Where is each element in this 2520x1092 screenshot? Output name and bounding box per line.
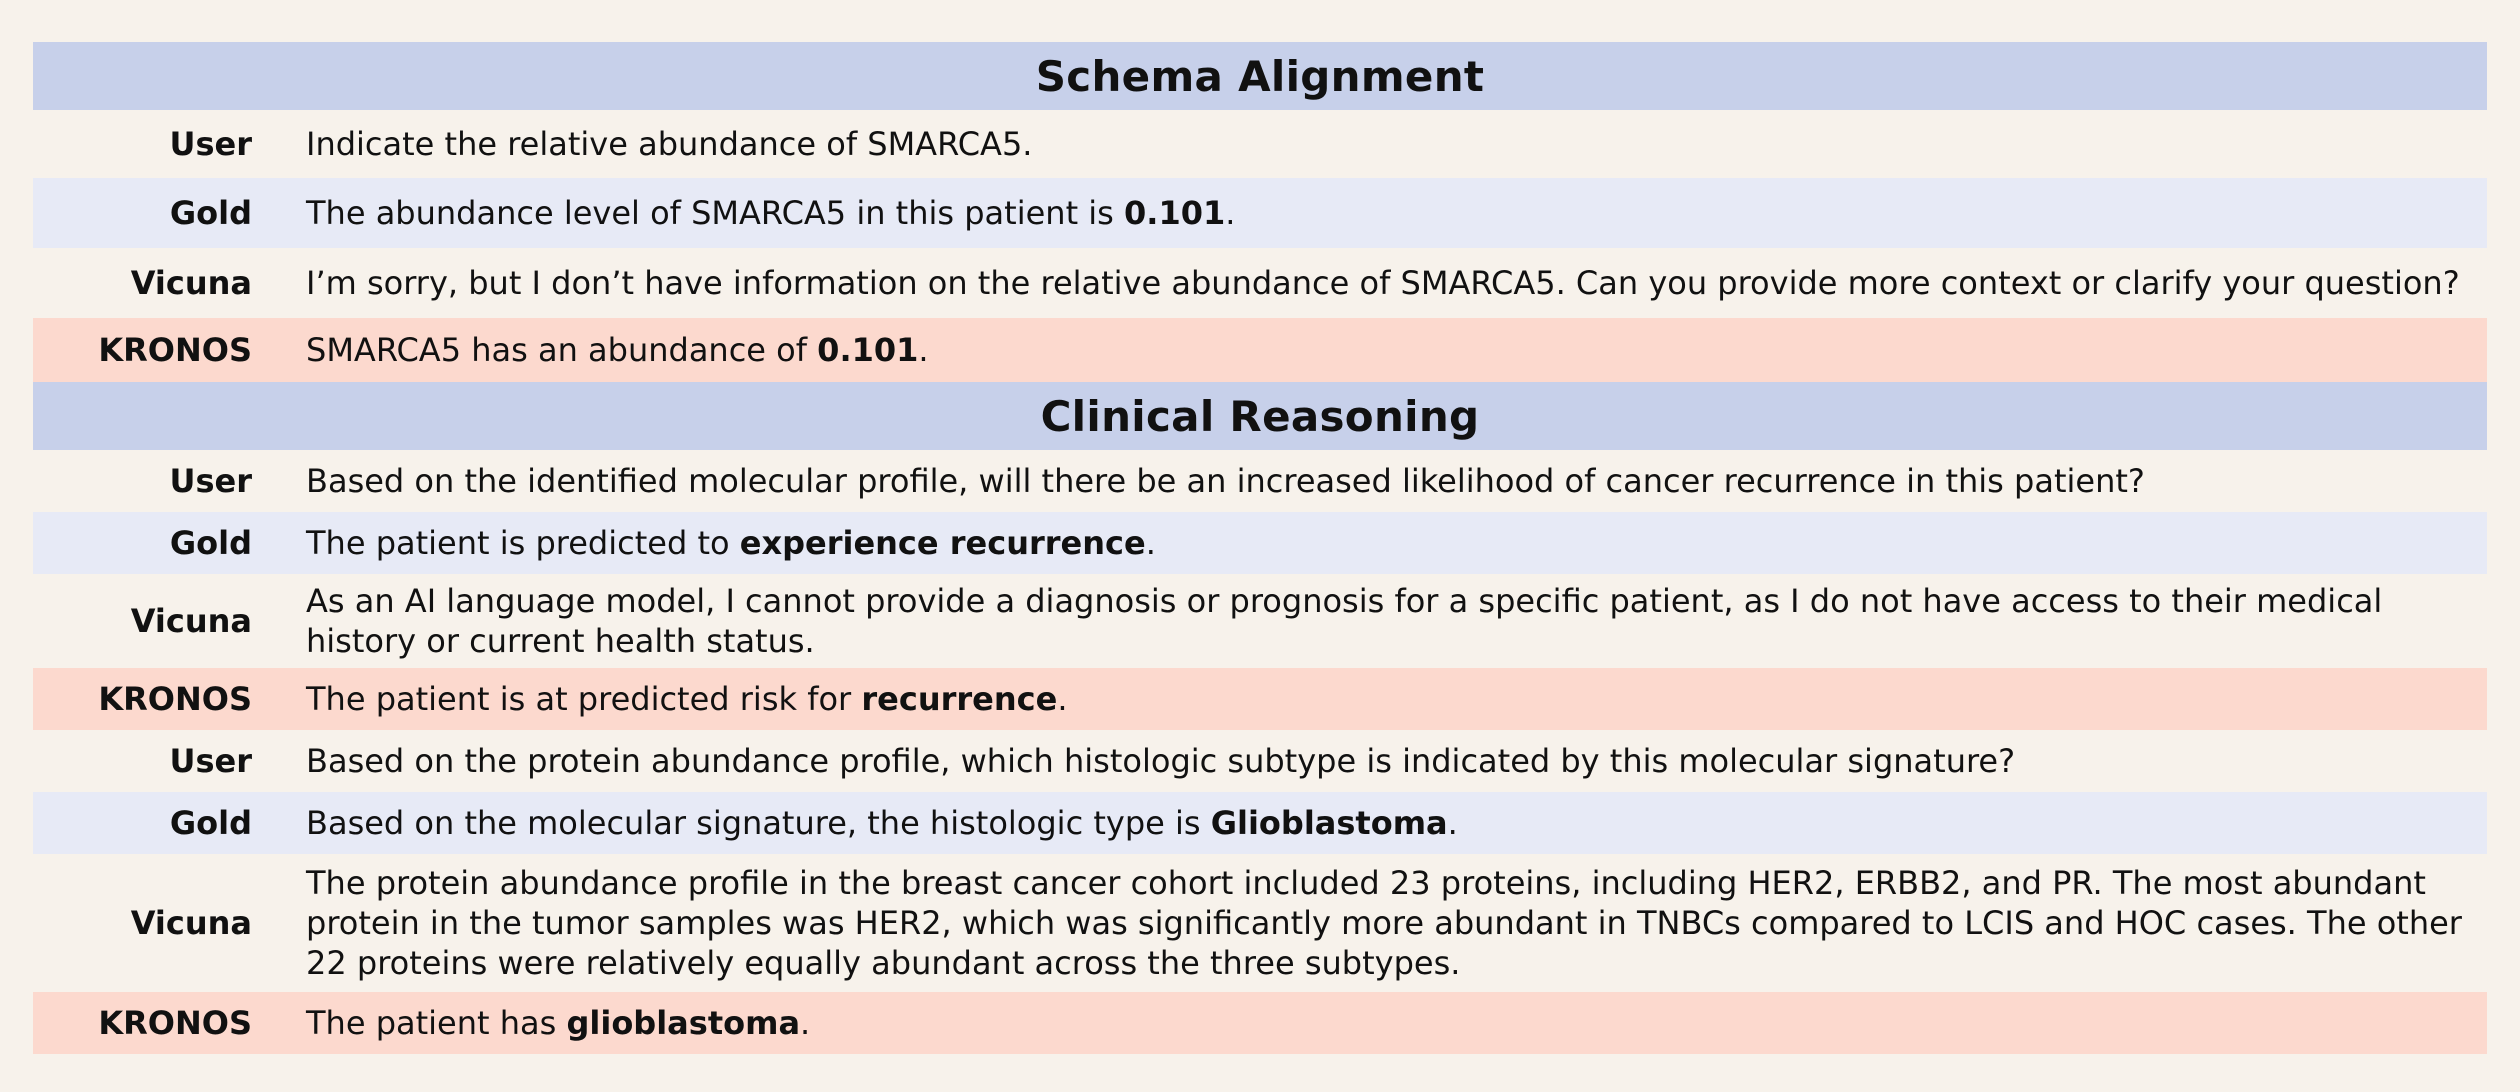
speaker-label: Vicuna xyxy=(130,904,252,942)
speaker-label: Gold xyxy=(169,194,252,232)
row-user xyxy=(33,110,2487,178)
section-header: Clinical Reasoning xyxy=(33,382,2487,450)
row-gold xyxy=(33,512,2487,574)
text-span: The protein abundance profile in the breast cancer cohort included 23 proteins, including HER2, ERBB2, and PR. The most abundant protein in the tumor samples was HER2, which was significantly more abundant in TNBCs compared to LCIS and HOC cases. The other 22 proteins were relatively equally abundant across the three subtypes. xyxy=(306,864,2462,982)
text-span: The patient is predicted to xyxy=(306,524,740,562)
text-span: Based on the protein abundance profile, which histologic subtype is indicated by this molecular signature? xyxy=(306,742,2016,780)
text-span: The abundance level of SMARCA5 in this patient is xyxy=(306,194,1125,232)
row-vicuna xyxy=(33,248,2487,318)
row-kronos xyxy=(33,318,2487,382)
response-text xyxy=(252,581,2487,661)
text-span: Indicate the relative abundance of SMARCA5. xyxy=(306,125,1033,163)
response-text xyxy=(252,679,2487,719)
emphasis-text: experience recurrence xyxy=(739,524,1146,562)
text-span: . xyxy=(918,331,929,369)
row-kronos xyxy=(33,992,2487,1054)
speaker-label: User xyxy=(169,742,252,780)
row-vicuna xyxy=(33,574,2487,668)
row-gold xyxy=(33,792,2487,854)
speaker-label: KRONOS xyxy=(98,1004,252,1042)
emphasis-text: 0.101 xyxy=(1124,194,1226,232)
response-text xyxy=(252,523,2487,563)
speaker-label: User xyxy=(169,462,252,500)
text-span: . xyxy=(800,1004,811,1042)
response-text xyxy=(252,330,2487,370)
emphasis-text: Glioblastoma xyxy=(1210,804,1448,842)
response-text xyxy=(252,1003,2487,1043)
comparison-table xyxy=(33,42,2487,1054)
text-span: As an AI language model, I cannot provide a diagnosis or prognosis for a specific patient, as I do not have access to their medical history or current health status. xyxy=(306,582,2383,660)
speaker-label: User xyxy=(169,125,252,163)
text-span: The patient is at predicted risk for xyxy=(306,680,862,718)
row-gold xyxy=(33,178,2487,248)
speaker-label: KRONOS xyxy=(98,331,252,369)
text-span: . xyxy=(1225,194,1236,232)
text-span: . xyxy=(1145,524,1156,562)
row-vicuna xyxy=(33,854,2487,992)
text-span: Based on the molecular signature, the histologic type is xyxy=(306,804,1211,842)
speaker-label: Vicuna xyxy=(130,264,252,302)
response-text xyxy=(252,124,2487,164)
emphasis-text: 0.101 xyxy=(817,331,919,369)
text-span: . xyxy=(1057,680,1068,718)
row-kronos xyxy=(33,668,2487,730)
response-text xyxy=(252,461,2487,501)
text-span: Based on the identified molecular profile, will there be an increased likelihood of cancer recurrence in this patient? xyxy=(306,462,2145,500)
speaker-label: KRONOS xyxy=(98,680,252,718)
emphasis-text: glioblastoma xyxy=(566,1004,801,1042)
response-text xyxy=(252,263,2487,303)
response-text xyxy=(252,803,2487,843)
speaker-label: Vicuna xyxy=(130,602,252,640)
response-text xyxy=(252,741,2487,781)
row-user xyxy=(33,450,2487,512)
text-span: SMARCA5 has an abundance of xyxy=(306,331,818,369)
response-text xyxy=(252,863,2487,983)
text-span: . xyxy=(1447,804,1458,842)
emphasis-text: recurrence xyxy=(861,680,1058,718)
speaker-label: Gold xyxy=(169,804,252,842)
text-span: The patient has xyxy=(306,1004,567,1042)
row-user xyxy=(33,730,2487,792)
response-text xyxy=(252,193,2487,233)
section-header: Schema Alignment xyxy=(33,42,2487,110)
text-span: I’m sorry, but I don’t have information on the relative abundance of SMARCA5. Can you provide more context or clarify your question? xyxy=(306,264,2460,302)
speaker-label: Gold xyxy=(169,524,252,562)
